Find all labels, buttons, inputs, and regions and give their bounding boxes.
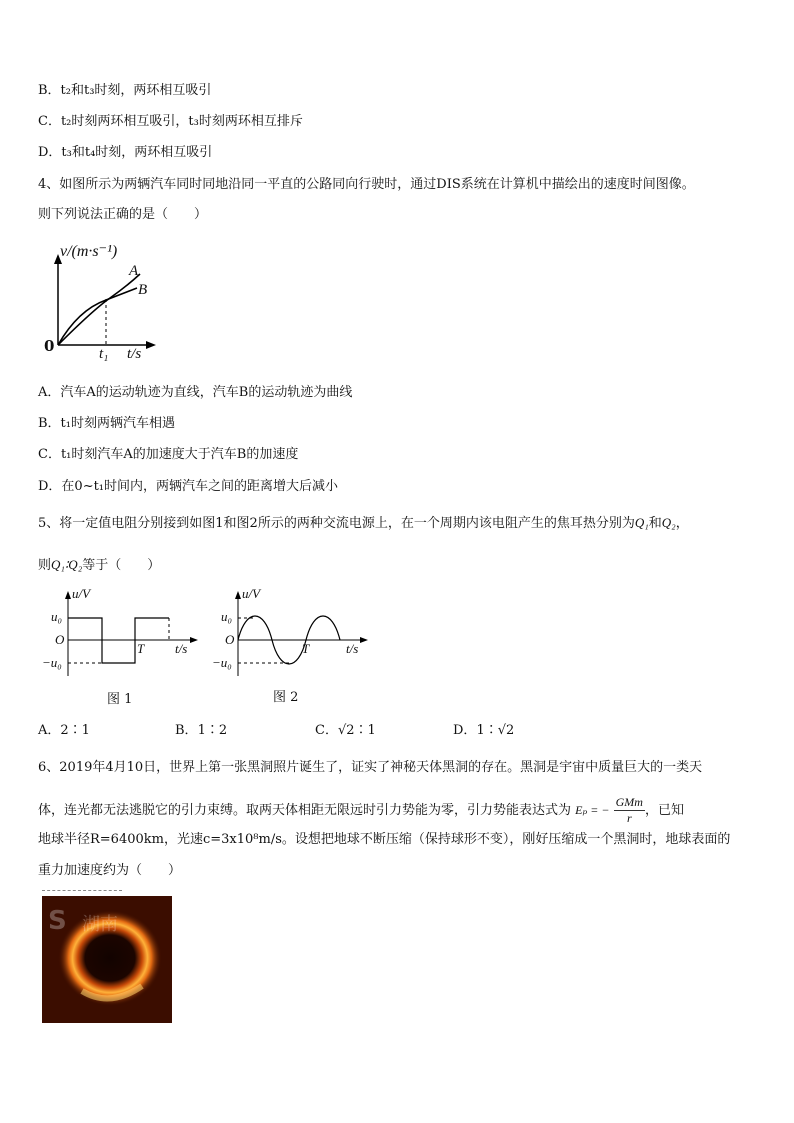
q5-q2: Q₂ <box>661 515 676 530</box>
q5-fig2-ylabel: u/V <box>242 586 261 601</box>
q5-stem-text: 5、将一定值电阻分别接到如图1和图2所示的两种交流电源上，在一个周期内该电阻产生的焦耳热分别为 <box>38 516 635 531</box>
q5-fig1-u0: u₀ <box>51 609 63 624</box>
q4-graph-label-a: A <box>129 263 139 279</box>
q3-option-c: C．t₂时刻两环相互吸引，t₃时刻两环相互排斥 <box>38 114 303 129</box>
q4-vt-graph <box>38 238 168 368</box>
q6-formula-fraction: $\frac{\text{GMm}}{r}$ <box>615 795 643 825</box>
q5-option-b: B．1∶2 <box>175 723 228 738</box>
q5-fig2-period: T <box>302 641 310 656</box>
q5-q1: Q₁ <box>634 515 649 530</box>
q5-option-d: D．1∶√2 <box>453 723 515 738</box>
q5-comma: ， <box>675 516 689 531</box>
q4-stem-line1: 4、如图所示为两辆汽车同时同地沿同一平直的公路同向行驶时，通过DIS系统在计算机中描绘出的速度时间图像。 <box>38 177 695 192</box>
image-top-border <box>42 890 122 891</box>
q6-stem-line3: 地球半径R=6400km，光速c=3x10⁸m/s。设想把地球不断压缩（保持球形不变），刚好压缩成一个黑洞时，地球表面的 <box>38 832 731 847</box>
q3-option-b: B．t₂和t₃时刻，两环相互吸引 <box>38 83 212 98</box>
q5-fig2-u0: u₀ <box>221 609 233 624</box>
q4-option-c: C．t₁时刻汽车A的加速度大于汽车B的加速度 <box>38 447 299 462</box>
q5-figure-2 <box>208 588 370 680</box>
q5-ratio: Q₁∶Q₂ <box>51 557 83 572</box>
q4-graph-xlabel: t/s <box>127 346 142 362</box>
watermark-text: 湖南 <box>82 914 118 935</box>
q6-stem-line2: 体，连光都无法逃脱它的引力束缚。取两天体相距无限远时引力势能为零，引力势能表达式为 Eₚ = − $\frac{\text{GMm}}{r}$ ，已知 <box>38 795 684 825</box>
q5-caption-1: 图 1 <box>107 692 133 707</box>
black-hole-photo <box>42 896 172 1023</box>
q5-stem2-suffix: 等于（ ） <box>82 558 161 573</box>
q6-stem-line1: 6、2019年4月10日，世界上第一张黑洞照片诞生了，证实了神秘天体黑洞的存在。黑洞是宇宙中质量巨大的一类天 <box>38 760 703 775</box>
q6-stem-line4: 重力加速度约为（ ） <box>38 863 182 878</box>
q5-stem2-prefix: 则 <box>38 558 52 573</box>
q4-graph-origin: 0 <box>44 337 55 355</box>
q6-formula-lhs: Eₚ = − <box>575 803 610 817</box>
q4-option-b: B．t₁时刻两辆汽车相遇 <box>38 416 175 431</box>
q5-figure-1 <box>38 588 200 680</box>
q4-stem-line2: 则下列说法正确的是（ ） <box>38 207 208 222</box>
q5-caption-2: 图 2 <box>273 690 299 705</box>
q4-option-d: D．在0~t₁时间内，两辆汽车之间的距离增大后减小 <box>38 479 339 494</box>
q5-fig1-xlabel: t/s <box>175 641 188 656</box>
q5-fig2-origin: O <box>225 632 235 647</box>
q4-graph-tick-t1: t₁ <box>99 346 109 362</box>
q5-fig1-origin: O <box>55 632 65 647</box>
q3-option-d: D．t₃和t₄时刻，两环相互吸引 <box>38 145 213 160</box>
q4-option-a: A．汽车A的运动轨迹为直线，汽车B的运动轨迹为曲线 <box>38 385 353 400</box>
q5-fig2-neg-u0: −u₀ <box>212 655 232 670</box>
q4-graph-label-b: B <box>138 282 148 298</box>
q5-fig1-ylabel: u/V <box>72 586 91 601</box>
q5-stem-line2 <box>38 556 160 575</box>
q5-fig1-period: T <box>137 641 145 656</box>
q5-fig2-xlabel: t/s <box>346 641 359 656</box>
q5-fig1-neg-u0: −u₀ <box>42 655 62 670</box>
watermark-logo-icon: S <box>48 906 67 936</box>
q4-graph-ylabel: v/(m·s⁻¹) <box>60 243 118 260</box>
q5-stem-line1 <box>38 514 689 533</box>
q5-option-a: A．2∶1 <box>38 723 90 738</box>
q5-and: 和 <box>648 516 662 531</box>
q5-option-c: C．√2∶1 <box>315 723 376 738</box>
